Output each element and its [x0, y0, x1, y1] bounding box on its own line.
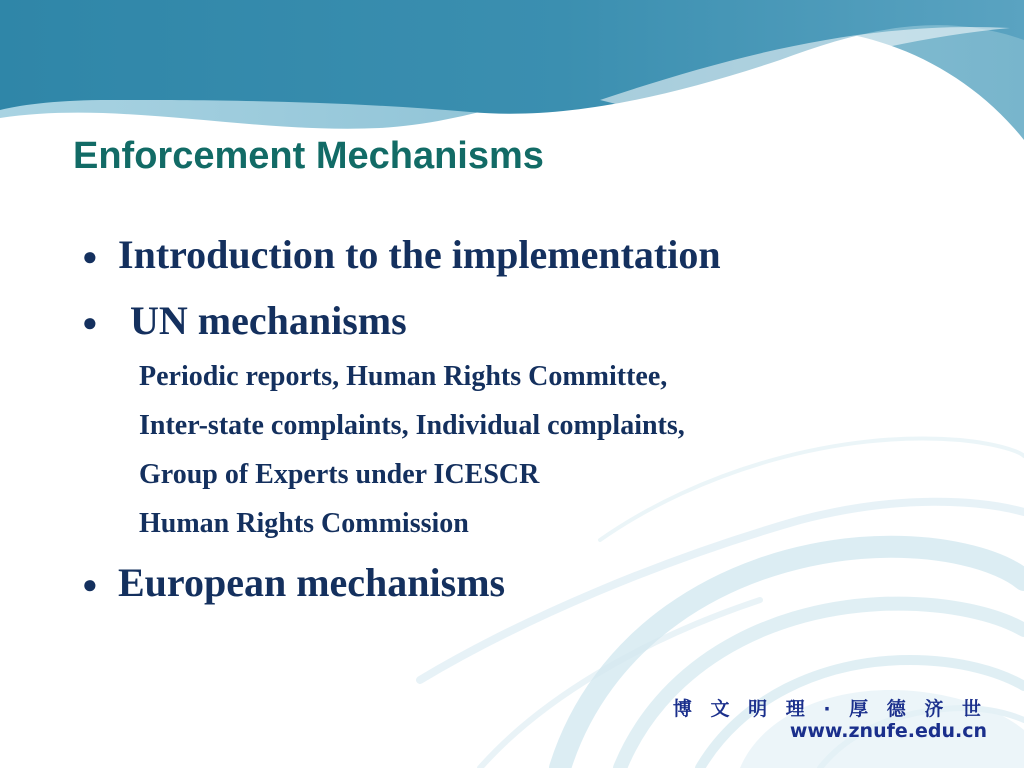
slide-title: Enforcement Mechanisms [73, 135, 544, 177]
sub-item: Inter-state complaints, Individual complaints, [139, 410, 685, 441]
sub-item: Human Rights Commission [139, 508, 469, 539]
sub-item: Group of Experts under ICESCR [139, 459, 540, 490]
footer-motto: 博 文 明 理 · 厚 德 济 世 [672, 698, 987, 720]
bullet-icon: ● [82, 570, 98, 599]
bullet-text: Introduction to the implementation [118, 232, 721, 277]
sub-item: Periodic reports, Human Rights Committee, [139, 361, 668, 392]
footer-url: www.znufe.edu.cn [789, 720, 987, 742]
bullet-icon: ● [82, 308, 98, 337]
bullet-text: UN mechanisms [130, 298, 407, 343]
bullet-icon: ● [82, 242, 98, 271]
bullet-text: European mechanisms [118, 560, 506, 605]
